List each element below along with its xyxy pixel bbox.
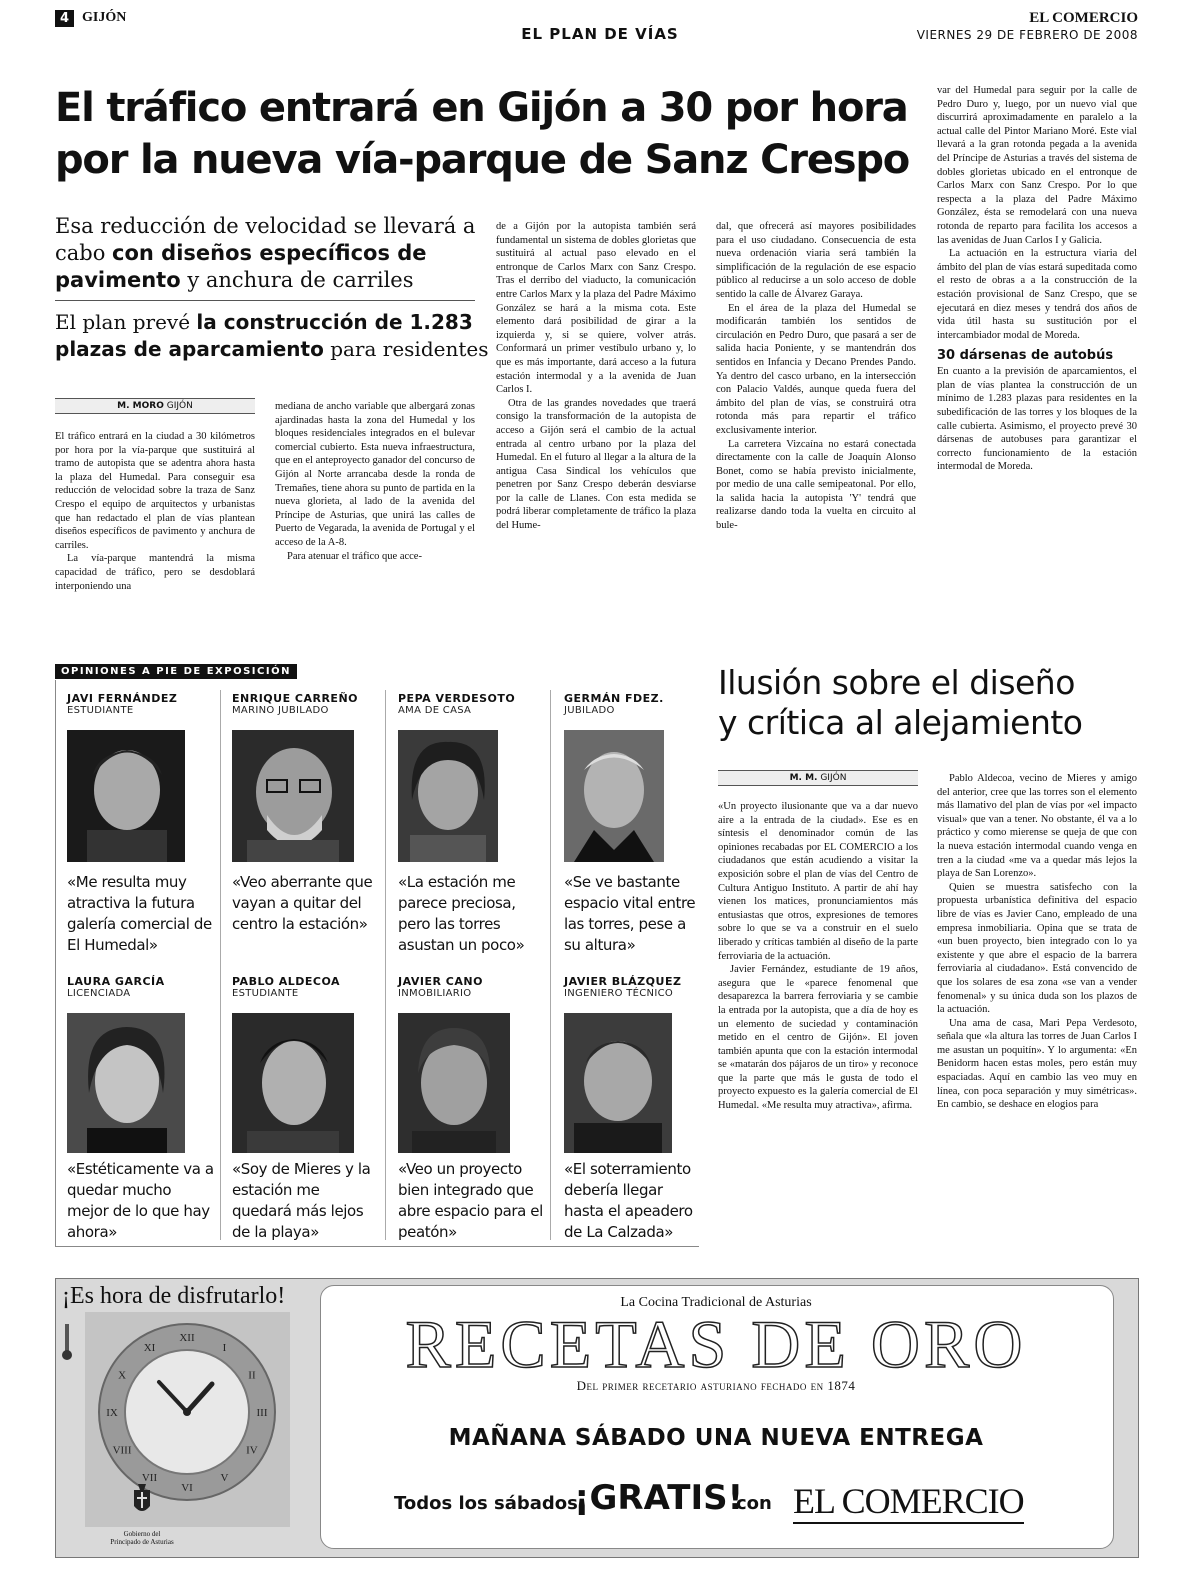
opinion-card bbox=[67, 692, 215, 956]
person-name: GERMÁN FDEZ. bbox=[564, 692, 664, 705]
government-line-2: Principado de Asturias bbox=[110, 1538, 174, 1546]
subheadline-1-a: Esa reducción de velocidad se llevará a cabo bbox=[55, 214, 476, 265]
article-column-2 bbox=[275, 400, 475, 563]
opinion-card bbox=[564, 692, 698, 956]
person-name: PABLO ALDECOA bbox=[232, 975, 341, 988]
person-quote: «La estación me parece preciosa, pero las torres asustan un poco» bbox=[398, 873, 525, 954]
headline-line-1: El tráfico entrará en Gijón a 30 por hora bbox=[55, 85, 908, 131]
clock-numeral: III bbox=[256, 1407, 268, 1419]
thermometer-icon bbox=[60, 1322, 74, 1362]
paragraph: «Un proyecto ilusionante que va a dar nuevo aire a la entrada de la ciudad». Ese es en síntesis el denominador común de las opiniones recabadas por EL COMERCIO a los ciudadanos que están acudiendo a visitar la exposición sobre el plan de vías del Centro de Cultura Antiguo Instituto. A partir de ahí hay vienen los matices, pronunciamientos más entusiastas que otros, expresiones de temores sobre lo que se va a construir en el suelo liberado y críticas también al diseño de la parte ferroviaria de la actuación. bbox=[718, 801, 918, 962]
person-role: LICENCIADA bbox=[67, 988, 131, 999]
paragraph: El tráfico entrará en la ciudad a 30 kilómetros por hora por la vía-parque que sustituirá al tramo de autopista que se adentra ahora hasta la plaza del Humedal. Para conseguir esa reducción de velocidad sobre la traza de Sanz Crespo el equipo de arquitectos y urbanistas que han redactado el plan de vías plantean diseños específicos de pavimento y anchura de carriles. bbox=[55, 431, 255, 551]
subheadline-2-c: para residentes bbox=[323, 337, 489, 361]
secondary-headline bbox=[718, 663, 1138, 743]
clock-numeral: VIII bbox=[112, 1444, 132, 1457]
clock-numeral: XII bbox=[179, 1332, 195, 1344]
subheadline-2-a: El plan prevé bbox=[55, 310, 197, 334]
person-name: JAVIER BLÁZQUEZ bbox=[564, 975, 682, 988]
ad-free: ¡GRATIS! bbox=[574, 1478, 744, 1518]
coat-of-arms-icon bbox=[130, 1480, 154, 1520]
divider bbox=[220, 690, 221, 1240]
byline-author: M. MORO bbox=[117, 401, 164, 411]
byline-place: GIJÓN bbox=[820, 773, 847, 783]
person-name: ENRIQUE CARREÑO bbox=[232, 692, 359, 705]
ad-announcement: MAÑANA SÁBADO UNA NUEVA ENTREGA bbox=[448, 1425, 984, 1451]
person-photo bbox=[232, 730, 354, 862]
subheadline-1-c: y anchura de carriles bbox=[180, 268, 414, 292]
paragraph: Pablo Aldecoa, vecino de Mieres y amigo del anterior, cree que las torres son el elemento más llamativo del plan de vías por «el impacto visual» que van a tener. No obstante, él va a lo práctico y como mierense se queja de que con la nueva estación intermodal cuando venga en tren a la ciudad «me va a quedar más lejos la playa de San Lorenzo». bbox=[937, 773, 1137, 880]
subheadline-2 bbox=[55, 309, 495, 363]
person-photo bbox=[398, 730, 498, 862]
date: VIERNES 29 DE FEBRERO DE 2008 bbox=[916, 28, 1138, 42]
byline bbox=[718, 770, 918, 786]
ad-saturdays: Todos los sábados bbox=[394, 1493, 578, 1514]
secondary-headline-line-1: Ilusión sobre el diseño bbox=[718, 663, 1075, 702]
person-role: MARINO JUBILADO bbox=[232, 705, 329, 716]
byline bbox=[55, 398, 255, 414]
masthead: EL COMERCIO bbox=[1029, 10, 1138, 26]
paragraph: Javier Fernández, estudiante de 19 años, asegura que le «parece fenomenal que desaparezca la barrera ferroviaria y se cambie la entrada por la autopista, que a día de hoy es un elemento de suciedad y contaminación metido en el centro de Gijón». El joven también apunta que con la estación intermodal se «matarán dos pájaros de un tiro» y reconoce que la parte que más le gusta de todo el proyecto expuesto es la galería comercial de El Humedal. «Me resulta muy atractiva», afirma. bbox=[718, 964, 918, 1112]
clock-icon bbox=[85, 1312, 290, 1527]
clock-numeral: V bbox=[220, 1471, 229, 1484]
person-photo bbox=[564, 1013, 672, 1153]
person-quote: «Veo un proyecto bien integrado que abre espacio para el peatón» bbox=[398, 1160, 543, 1241]
column-heading: 30 dársenas de autobús bbox=[937, 348, 1114, 364]
byline-place: GIJÓN bbox=[166, 401, 193, 411]
person-role: AMA DE CASA bbox=[398, 705, 472, 716]
divider bbox=[55, 300, 475, 301]
paragraph: La actuación en la estructura viaria del ámbito del plan de vías estará supeditada como el resto de obras a a la construcción de la estación provisional de Sanz Crespo, que se ejecutará en diez meses y tendrá dos años de vida útil hasta su sustitución por el intercambiador modal de Moreda. bbox=[937, 248, 1137, 341]
clock-numeral: VII bbox=[141, 1471, 158, 1484]
person-name: JAVI FERNÁNDEZ bbox=[67, 692, 178, 705]
ad-logo: EL COMERCIO bbox=[793, 1480, 1024, 1524]
paragraph: Una ama de casa, Mari Pepa Verdesoto, señala que «la altura las torres de Juan Carlos I me asustan un poquitín». Y lo argumenta: «En Benidorm hacen estas moles, pero están muy espaciadas. Aquí en cambio las veo muy en línea, con poca separación y muy simétricas». En cambio, se deshace en elogios para bbox=[937, 1017, 1137, 1111]
section-title: EL PLAN DE VÍAS bbox=[521, 25, 679, 43]
opinion-card bbox=[398, 692, 548, 956]
opinion-card bbox=[232, 975, 382, 1243]
person-name: JAVIER CANO bbox=[398, 975, 483, 988]
person-role: ESTUDIANTE bbox=[67, 705, 134, 716]
paragraph: Quien se muestra satisfecho con la propuesta urbanística definitiva del espacio libre de vías es Javier Cano, empleado de una empresa inmobiliaria. Opina que se trata de «un buen proyecto, bien integrado con lo ya existente y que abre el espacio de la barrera ferroviaria al ciudadano». Está convencido de que los solares de esa zona «se van a vender fenomenal» y su única duda son los plazos de la actuación. bbox=[937, 881, 1137, 1016]
person-quote: «Veo aberrante que vayan a quitar del centro la estación» bbox=[232, 873, 373, 933]
divider bbox=[385, 690, 386, 1240]
paragraph: En el área de la plaza del Humedal se modificarán también los sentidos de circulación en Pedro Duro, que pasará a ser de salida hacia Poniente, y se mantendrán dos sentidos en Infancia y Decano Prendes Pando. Ya dentro del casco urbano, en la intersección con Palacio Valdés, aunque queda fuera del ámbito del plan de vías, se construirá otra rotonda más para repartir el tráfico exclusivamente interior. bbox=[716, 302, 916, 436]
person-name: PEPA VERDESOTO bbox=[398, 692, 516, 705]
opinion-card bbox=[67, 975, 215, 1243]
article-column-3 bbox=[496, 220, 696, 533]
ad-description: Del primer recetario asturiano fechado en 1874 bbox=[576, 1378, 856, 1393]
byline-author: M. M. bbox=[789, 773, 818, 783]
page-number: 4 bbox=[55, 10, 74, 27]
clock-face bbox=[85, 1312, 290, 1527]
government-credit bbox=[92, 1530, 192, 1546]
clock-numeral: VI bbox=[181, 1482, 193, 1494]
person-role: ESTUDIANTE bbox=[232, 988, 299, 999]
opinion-card bbox=[232, 692, 382, 935]
divider bbox=[550, 690, 551, 1240]
paragraph: dal, que ofrecerá así mayores posibilidades para el uso ciudadano. Consecuencia de esta nueva ordenación viaria será también la simplificación de la regulación de ese espacio público al reducirse a un solo acceso de doble sentido la calle de Álvarez Garaya. bbox=[716, 221, 916, 300]
ad-slogan: ¡Es hora de disfrutarlo! bbox=[62, 1283, 286, 1309]
headline-line-2: por la nueva vía-parque de Sanz Crespo bbox=[55, 137, 910, 183]
person-photo bbox=[398, 1013, 510, 1153]
article-column-5 bbox=[937, 84, 1137, 474]
person-photo bbox=[67, 1013, 185, 1153]
person-quote: «Me resulta muy atractiva la futura galería comercial de El Humedal» bbox=[67, 873, 212, 954]
clock-numeral: X bbox=[118, 1369, 127, 1382]
paragraph: de a Gijón por la autopista también será fundamental un sistema de dobles glorietas que sustituirá al actual paso elevado en el entronque de Carlos Marx con Sanz Crespo. Tras el derribo del viaducto, la comunicación entre Carlos Marx y la plaza del Padre Máximo González se hará a la misma cota. Este elemento dará posibilidad de girar a la izquierda y, si se quiere, volver atrás. Conformará un primer vestíbulo urbano y, lo que es más importante, dará acceso a la futura estación intermodal y a la avenida de Juan Carlos I. bbox=[496, 221, 696, 396]
person-quote: «Soy de Mieres y la estación me quedará más lejos de la playa» bbox=[232, 1160, 371, 1241]
person-role: INGENIERO TÉCNICO bbox=[564, 988, 674, 999]
opinion-card bbox=[564, 975, 698, 1243]
person-quote: «El soterramiento debería llegar hasta el apeadero de La Calzada» bbox=[564, 1160, 693, 1241]
section-name: GIJÓN bbox=[82, 10, 127, 25]
main-headline bbox=[55, 82, 925, 186]
clock-numeral: IV bbox=[246, 1444, 258, 1457]
subheadline-1-b: con diseños específicos de pavimento bbox=[55, 241, 427, 292]
article-column-1 bbox=[55, 430, 255, 593]
subheadline-1 bbox=[55, 213, 485, 294]
ad-pretitle: La Cocina Tradicional de Asturias bbox=[620, 1295, 812, 1310]
paragraph: Para atenuar el tráfico que acce- bbox=[287, 550, 422, 562]
opinions-title: OPINIONES A PIE DE EXPOSICIÓN bbox=[55, 664, 297, 679]
person-photo bbox=[564, 730, 664, 862]
clock-numeral: IX bbox=[106, 1407, 118, 1419]
person-role: JUBILADO bbox=[564, 705, 615, 716]
paragraph: mediana de ancho variable que albergará zonas ajardinadas hasta la zona del Humedal y los bloques residenciales integrados en el bulevar comercial cubierto. Esta nueva infraestructura, que en el anteproyecto ganador del concurso de Gijón al Norte arrancaba desde la ronda de Tremañes, tiene ahora su punto de partida en la nueva glorieta, al lado de la avenida del Príncipe de Asturias, que unirá las calles de Puerto de Vegarada, la avenida de Portugal y el acceso de la A-8. bbox=[275, 401, 475, 548]
government-line-1: Gobierno del bbox=[123, 1530, 161, 1538]
opinion-card bbox=[398, 975, 548, 1243]
clock-numeral: I bbox=[222, 1342, 227, 1355]
person-quote: «Se ve bastante espacio vital entre las torres, pese a su altura» bbox=[564, 873, 696, 954]
article-column-4 bbox=[716, 220, 916, 533]
paragraph: En cuanto a la previsión de aparcamientos, el plan de vías plantea la construcción de un mínimo de 1.283 plazas para residentes en la subedificación de las torres y los bloques de la calle cubierta. Asimismo, el proyecto prevé 30 dársenas de autobuses para garantizar el correcto funcionamiento de la estación intermodal de Moreda. bbox=[937, 366, 1137, 473]
person-quote: «Estéticamente va a quedar mucho mejor de lo que hay ahora» bbox=[67, 1160, 214, 1241]
person-photo bbox=[67, 730, 185, 862]
article2-column-2 bbox=[937, 772, 1137, 1112]
clock-numeral: II bbox=[248, 1369, 256, 1382]
paragraph: La vía-parque mantendrá la misma capacidad de tráfico, pero se desdoblará interponiendo una bbox=[55, 553, 255, 592]
secondary-headline-line-2: y crítica al alejamiento bbox=[718, 703, 1083, 742]
article2-column-1 bbox=[718, 800, 918, 1113]
ad-title: RECETAS DE ORO bbox=[405, 1306, 1027, 1382]
subheadline-2-b: la construcción de 1.283 plazas de aparcamiento bbox=[55, 310, 473, 361]
person-role: INMOBILIARIO bbox=[398, 988, 472, 999]
person-photo bbox=[232, 1013, 354, 1153]
paragraph: Otra de las grandes novedades que traerá consigo la transformación de la autopista de acceso a Gijón será el cambio de la actual entrada al centro urbano por la plaza del Humedal. En el futuro al llegar a la altura de la antigua Casa Sindical los vehículos que penetren por Sanz Crespo deberán desviarse por la calle de Llanes. Con esta medida se podrá liberar completamente de tráfico la plaza del Hume- bbox=[496, 397, 696, 532]
person-name: LAURA GARCÍA bbox=[67, 975, 165, 988]
clock-numeral: XI bbox=[143, 1342, 156, 1355]
paragraph: var del Humedal para seguir por la calle de Pedro Duro y, luego, por un nuevo vial que discurrirá aproximadamente en paralelo a la actual calle del Pintor Mariano Moré. Este vial llevará a la gran rotonda pegada a la avenida del Príncipe de Asturias a través del sistema de dobles glorietas ubicado en el entronque de Carlos Marx con Sanz Crespo. Por lo que respecta a la plaza del Padre Máximo González, ésta se remodelará con una nueva rotonda de reparto para facilita los accesos a las avenidas de Juan Carlos I y Galicia. bbox=[937, 85, 1137, 246]
paragraph: La carretera Vizcaína no estará conectada directamente con la calle de Joaquín Alonso Bonet, como se había previsto inicialmente, por medio de una calle semipeatonal. Por ello, la salida hacia la autopista 'Y' tendrá que realizarse dando toda la vuelta en circuito al bule- bbox=[716, 438, 916, 532]
ad-with: con bbox=[736, 1493, 772, 1514]
